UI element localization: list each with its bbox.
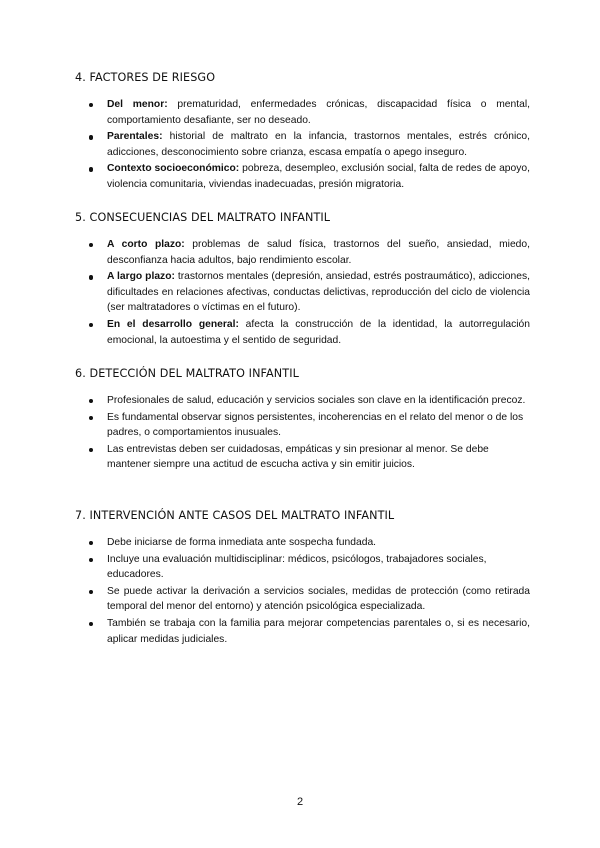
bullet-icon xyxy=(89,275,93,279)
list-item xyxy=(75,552,530,583)
bullet-icon xyxy=(89,541,93,545)
section-intervencion xyxy=(75,509,530,648)
item-text: Incluye una evaluación multidisciplinar: médicos, psicólogos, trabajadores sociales, educadores. xyxy=(107,553,487,581)
list-item xyxy=(75,161,530,192)
item-text: Profesionales de salud, educación y servicios sociales son clave en la identificación precoz. xyxy=(107,395,526,406)
bullet-icon xyxy=(89,590,93,594)
item-lead: En el desarrollo general: xyxy=(107,318,239,330)
item-text: Debe iniciarse de forma inmediata ante sospecha fundada. xyxy=(107,537,377,548)
item-text: pobreza, desempleo, exclusión social, falta de redes de apoyo, violencia comunitaria, viviendas inadecuadas, presión migratoria. xyxy=(107,163,530,190)
section-factores-de-riesgo xyxy=(75,71,530,194)
item-text: También se trabaja con la familia para mejorar competencias parentales o, si es necesario, aplicar medidas judiciales. xyxy=(107,617,530,645)
item-text: Es fundamental observar signos persistentes, incoherencias en el relato del menor o de los padres, o comportamientos inusuales. xyxy=(107,411,524,439)
bullet-icon xyxy=(89,416,93,420)
bullet-icon xyxy=(89,399,93,403)
item-text: afecta la construcción de la identidad, la autorregulación emocional, la autoestima y el sentido de seguridad. xyxy=(107,318,530,346)
list-item xyxy=(75,393,530,409)
list-item xyxy=(75,616,530,647)
item-lead: Del menor: xyxy=(107,99,168,110)
bullet-icon xyxy=(89,103,93,107)
page-number: 2 xyxy=(296,796,304,808)
bullet-list xyxy=(75,393,530,473)
bullet-list xyxy=(75,97,530,193)
list-item xyxy=(75,317,530,348)
section-heading: 5. CONSECUENCIAS DEL MALTRATO INFANTIL xyxy=(75,211,331,224)
item-text: Se puede activar la derivación a servicios sociales, medidas de protección (como retirada temporal del menor del entorno) y atención psicológica especializada. xyxy=(107,585,530,613)
list-item xyxy=(75,535,530,551)
bullet-icon xyxy=(89,323,93,327)
bullet-list xyxy=(75,237,530,348)
item-text: Las entrevistas deben ser cuidadosas, empáticas y sin presionar al menor. Se debe mantener siempre una actitud de escucha activa y sin emitir juicios. xyxy=(107,443,489,471)
bullet-icon xyxy=(89,243,93,247)
section-consecuencias xyxy=(75,211,530,349)
item-lead: Parentales: xyxy=(107,131,163,143)
list-item xyxy=(75,410,530,441)
list-item xyxy=(75,269,530,316)
bullet-icon xyxy=(89,622,93,626)
section-heading: 6. DETECCIÓN DEL MALTRATO INFANTIL xyxy=(75,367,299,380)
bullet-icon xyxy=(89,558,93,562)
list-item xyxy=(75,237,530,268)
list-item xyxy=(75,129,530,160)
item-text: problemas de salud física, trastornos del sueño, ansiedad, miedo, desconfianza hacia adultos, bajo rendimiento escolar. xyxy=(107,239,531,266)
item-lead: A largo plazo: xyxy=(107,271,175,283)
bullet-list xyxy=(75,535,530,647)
list-item xyxy=(75,97,530,128)
list-item xyxy=(75,442,530,473)
bullet-icon xyxy=(89,167,93,171)
item-text: prematuridad, enfermedades crónicas, discapacidad física o mental, comportamiento desafiante, ser no deseado. xyxy=(107,99,530,126)
item-lead: A corto plazo: xyxy=(107,239,185,250)
section-deteccion xyxy=(75,367,530,474)
section-heading: 4. FACTORES DE RIESGO xyxy=(75,71,216,84)
section-heading: 7. INTERVENCIÓN ANTE CASOS DEL MALTRATO INFANTIL xyxy=(75,509,395,522)
bullet-icon xyxy=(89,135,93,139)
item-text: trastornos mentales (depresión, ansiedad, estrés postraumático), adicciones, dificultades en relaciones afectivas, conductas delictivas, reproducción del ciclo de violencia (ser maltratadores o víctimas en el futuro). xyxy=(107,271,530,314)
bullet-icon xyxy=(89,448,93,452)
list-item xyxy=(75,584,530,615)
item-text: historial de maltrato en la infancia, trastornos mentales, estrés crónico, adicciones, desconocimiento sobre crianza, escasa empatía o apego inseguro. xyxy=(107,131,530,158)
item-lead: Contexto socioeconómico: xyxy=(107,163,240,175)
